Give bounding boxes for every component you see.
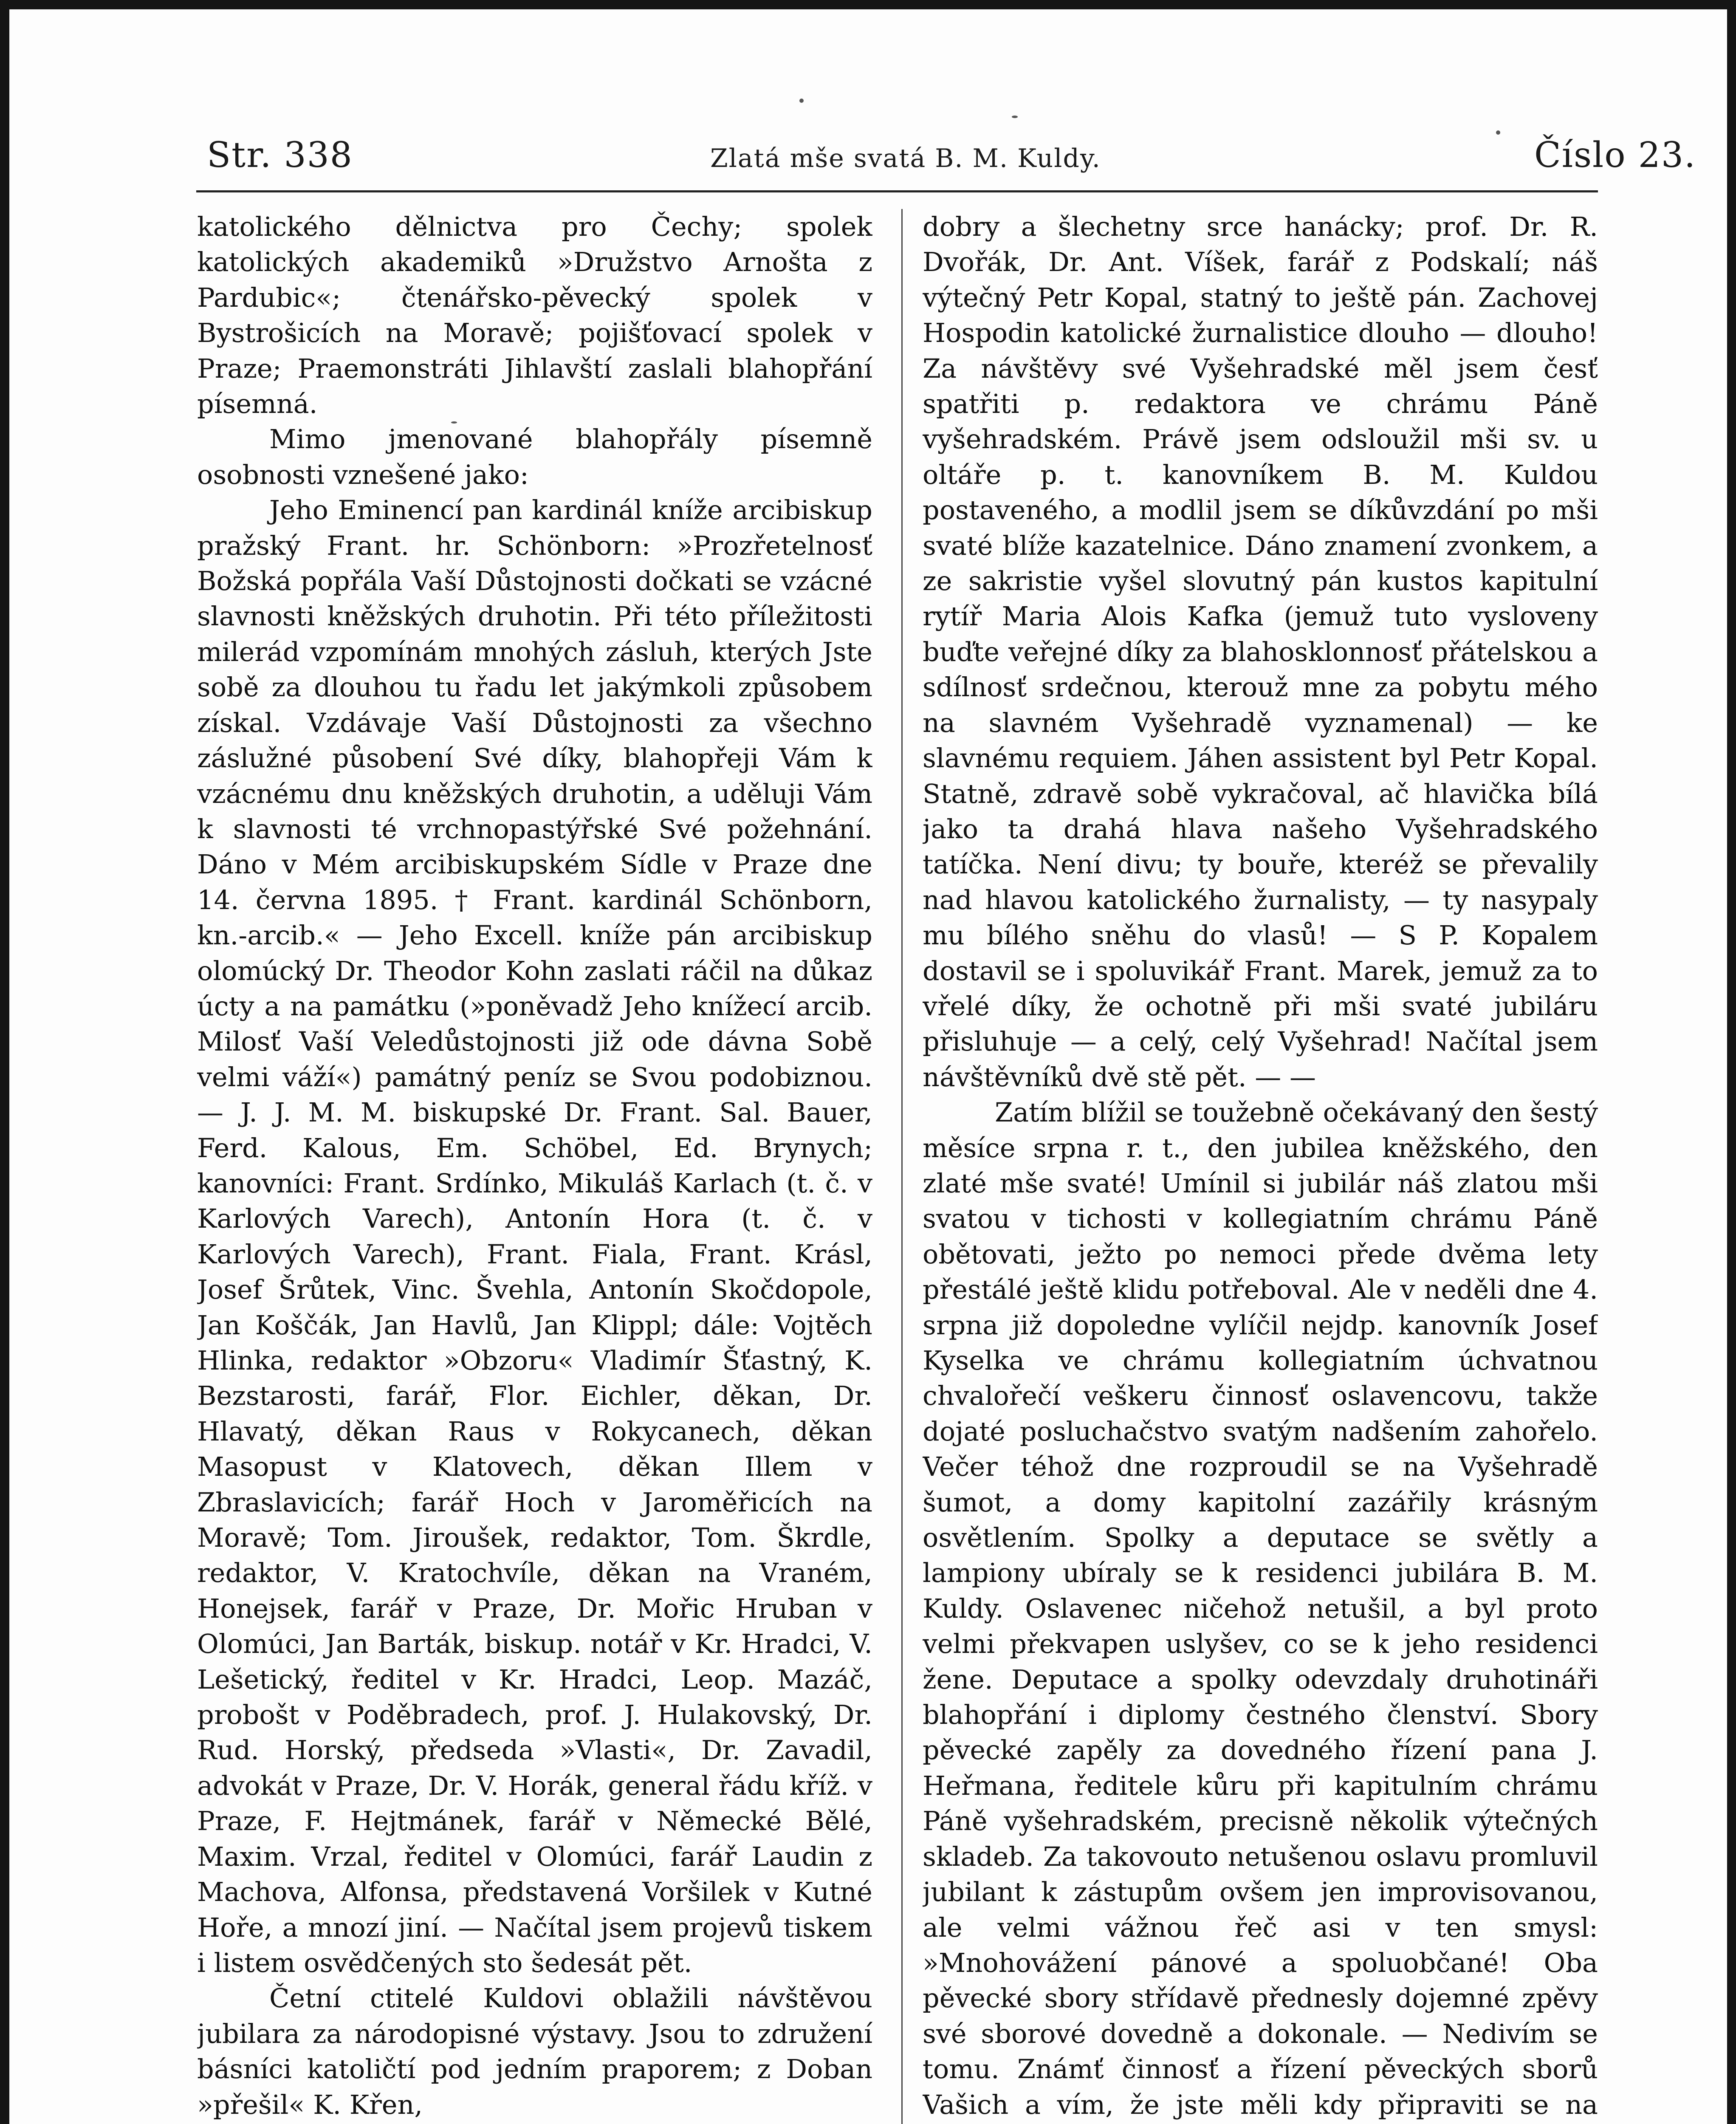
left-column	[197, 209, 872, 2124]
paragraph: Četní ctitelé Kuldovi oblažili návštěvou jubilara za národopisné výstavy. Jsou to združení básníci katoličtí pod jedním praporem; z Doban »přešil« K. Křen,	[197, 1983, 872, 2120]
paragraph: dobry a šlechetny srce hanácky; prof. Dr. R. Dvořák, Dr. Ant. Víšek, farář z Podskalí; náš výtečný Petr Kopal, statný to ještě pán. Zachovej Hospodin katolické žurnalistice dlouho — dlouho! Za návštěvy své Vyšehradské měl jsem česť spatřiti p. redaktora ve chrámu Páně vyšehradském. Právě jsem odsloužil mši sv. u oltáře p. t. kanovníkem B. M. Kuldou postaveného, a modlil jsem se díkůvzdání po mši svaté blíže kazatelnice. Dáno znamení zvonkem, a ze sakristie vyšel slovutný pán kustos kapitulní rytíř Maria Alois Kafka (jemuž tuto vysloveny buďte veřejné díky za blahosklonnosť přátelskou a sdílnosť srdečnou, kterouž mne za pobytu mého na slavném Vyšehradě vyznamenal) — ke slavnému requiem. Jáhen assistent byl Petr Kopal. Statně, zdravě sobě vykračoval, ač hlavička bílá jako ta drahá hlava našeho Vyšehradského tatíčka. Není divu; ty bouře, kteréž se převalily nad hlavou katolického žurnalisty, — ty nasypaly mu bílého sněhu do vlasů! — S P. Kopalem dostavil se i spoluvikář Frant. Marek, jemuž za to vřelé díky, že ochotně při mši svaté jubiláru přisluhuje — a celý, celý Vyšehrad! Načítal jsem návštěvníků dvě stě pět. — —	[923, 211, 1598, 1093]
paragraph: Mimo jmenované blahopřály písemně osobnosti vznešené jako:	[197, 424, 872, 490]
column-divider	[901, 209, 903, 2124]
print-speck	[799, 99, 804, 103]
print-speck	[451, 421, 457, 424]
paragraph: Jeho Eminencí pan kardinál kníže arcibiskup pražský Frant. hr. Schönborn: »Prozřetelnosť Božská popřála Vaší Důstojnosti dočkati se vzácné slavnosti kněžských druhotin. Při této příležitosti milerád vzpomínám mnohých zásluh, kterých Jste sobě za dlouhou tu řadu let jakýmkoli způsobem získal. Vzdávaje Vaší Důstojnosti za všechno záslužné působení Své díky, blahopřeji Vám k vzácnému dnu kněžských druhotin, a uděluji Vám k slavnosti té vrchnopastýřské Své požehnání. Dáno v Mém arcibiskupském Sídle v Praze dne 14. června 1895. † Frant. kardinál Schönborn, kn.-arcib.« — Jeho Excell. kníže pán arcibiskup olomúcký Dr. Theodor Kohn zaslati ráčil na důkaz úcty a na památku (»poněvadž Jeho knížecí arcib. Milosť Vaší Veledůstojnosti již ode dávna Sobě velmi váží«) památný peníz se Svou podobiznou. — J. J. M. M. biskupské Dr. Frant. Sal. Bauer, Ferd. Kalous, Em. Schöbel, Ed. Brynych; kanovníci: Frant. Srdínko, Mikuláš Karlach (t. č. v Karlových Varech), Antonín Hora (t. č. v Karlových Varech), Frant. Fiala, Frant. Krásl, Josef Šrůtek, Vinc. Švehla, Antonín Skočdopole, Jan Koščák, Jan Havlů, Jan Klippl; dále: Vojtěch Hlinka, redaktor »Obzoru« Vladimír Šťastný, K. Bezstarosti, farář, Flor. Eichler, děkan, Dr. Hlavatý, děkan Raus v Rokycanech, děkan Masopust v Klatovech, děkan Illem v Zbraslavicích; farář Hoch v Jaroměřicích na Moravě; Tom. Jiroušek, redaktor, Tom. Škrdle, redaktor, V. Kratochvíle, děkan na Vraném, Honejsek, farář v Praze, Dr. Mořic Hruban v Olomúci, Jan Barták, biskup. notář v Kr. Hradci, V. Lešetický, ředitel v Kr. Hradci, Leop. Mazáč, probošt v Poděbradech, prof. J. Hulakovský, Dr. Rud. Horský, předseda »Vlasti«, Dr. Zavadil, advokát v Praze, Dr. V. Horák, general řádu kříž. v Praze, F. Hejtmánek, farář v Německé Bělé, Maxim. Vrzal, ředitel v Olomúci, farář Laudin z Machova, Alfonsa, představená Voršilek v Kutné Hoře, a mnozí jiní. — Načítal jsem projevů tiskem i listem osvědčených sto šedesát pět.	[197, 494, 872, 1978]
page-number: Str. 338	[207, 135, 353, 175]
print-speck	[1496, 130, 1500, 135]
issue-number: Číslo 23.	[1534, 135, 1696, 175]
right-column	[923, 209, 1598, 2124]
paragraph: Zatím blížil se toužebně očekávaný den šestý měsíce srpna r. t., den jubilea kněžského, den zlaté mše svaté! Umínil si jubilár náš zlatou mši svatou v tichosti v kollegiatním chrámu Páně obětovati, ježto po nemoci přede dvěma lety přestálé ještě klidu potřeboval. Ale v neděli dne 4. srpna již dopoledne vylíčil nejdp. kanovník Josef Kyselka ve chrámu kollegiatním úchvatnou chvalořečí veškeru činnosť oslavencovu, takže dojaté posluchačstvo svatým nadšením zahořelo. Večer téhož dne rozproudil se na Vyšehradě šumot, a domy kapitolní zazářily krásným osvětlením. Spolky a deputace se světly a lampiony ubíraly se k residenci jubilára B. M. Kuldy. Oslavenec ničehož netušil, a byl proto velmi překvapen uslyšev, co se k jeho residenci žene. Deputace a spolky odevzdaly druhotináři blahopřání i diplomy čestného členství. Sbory pěvecké zapěly za dovedného řízení pana J. Heřmana, ředitele kůru při kapitulním chrámu Páně vyšehradském, precisně několik výtečných skladeb. Za takovouto netušenou oslavu promluvil jubilant k zástupům ovšem jen improvisovanou, ale velmi vážnou řeč asi v ten smysl: »Mnohovážení pánové a spoluobčané! Oba pěvecké sbory střídavě přednesly dojemné zpěvy své sborové dovedně a dokonale. — Nedivím se tomu. Známť činnosť a řízení pěveckých sborů Vašich a vím, že jste měli kdy připraviti se na	[923, 1097, 1598, 2120]
paragraph: katolického dělnictva pro Čechy; spolek katolických akademiků »Družstvo Arnošta z Pardubic«; čtenářsko-pěvecký spolek v Bystrošicích na Moravě; pojišťovací spolek v Praze; Praemonstráti Jihlavští zaslali blahopřání písemná.	[197, 211, 872, 420]
running-header	[9, 9, 1727, 205]
header-rule	[196, 190, 1598, 192]
running-title: Zlatá mše svatá B. M. Kuldy.	[710, 144, 1101, 173]
book-page	[9, 9, 1727, 2124]
print-speck	[1012, 116, 1018, 118]
